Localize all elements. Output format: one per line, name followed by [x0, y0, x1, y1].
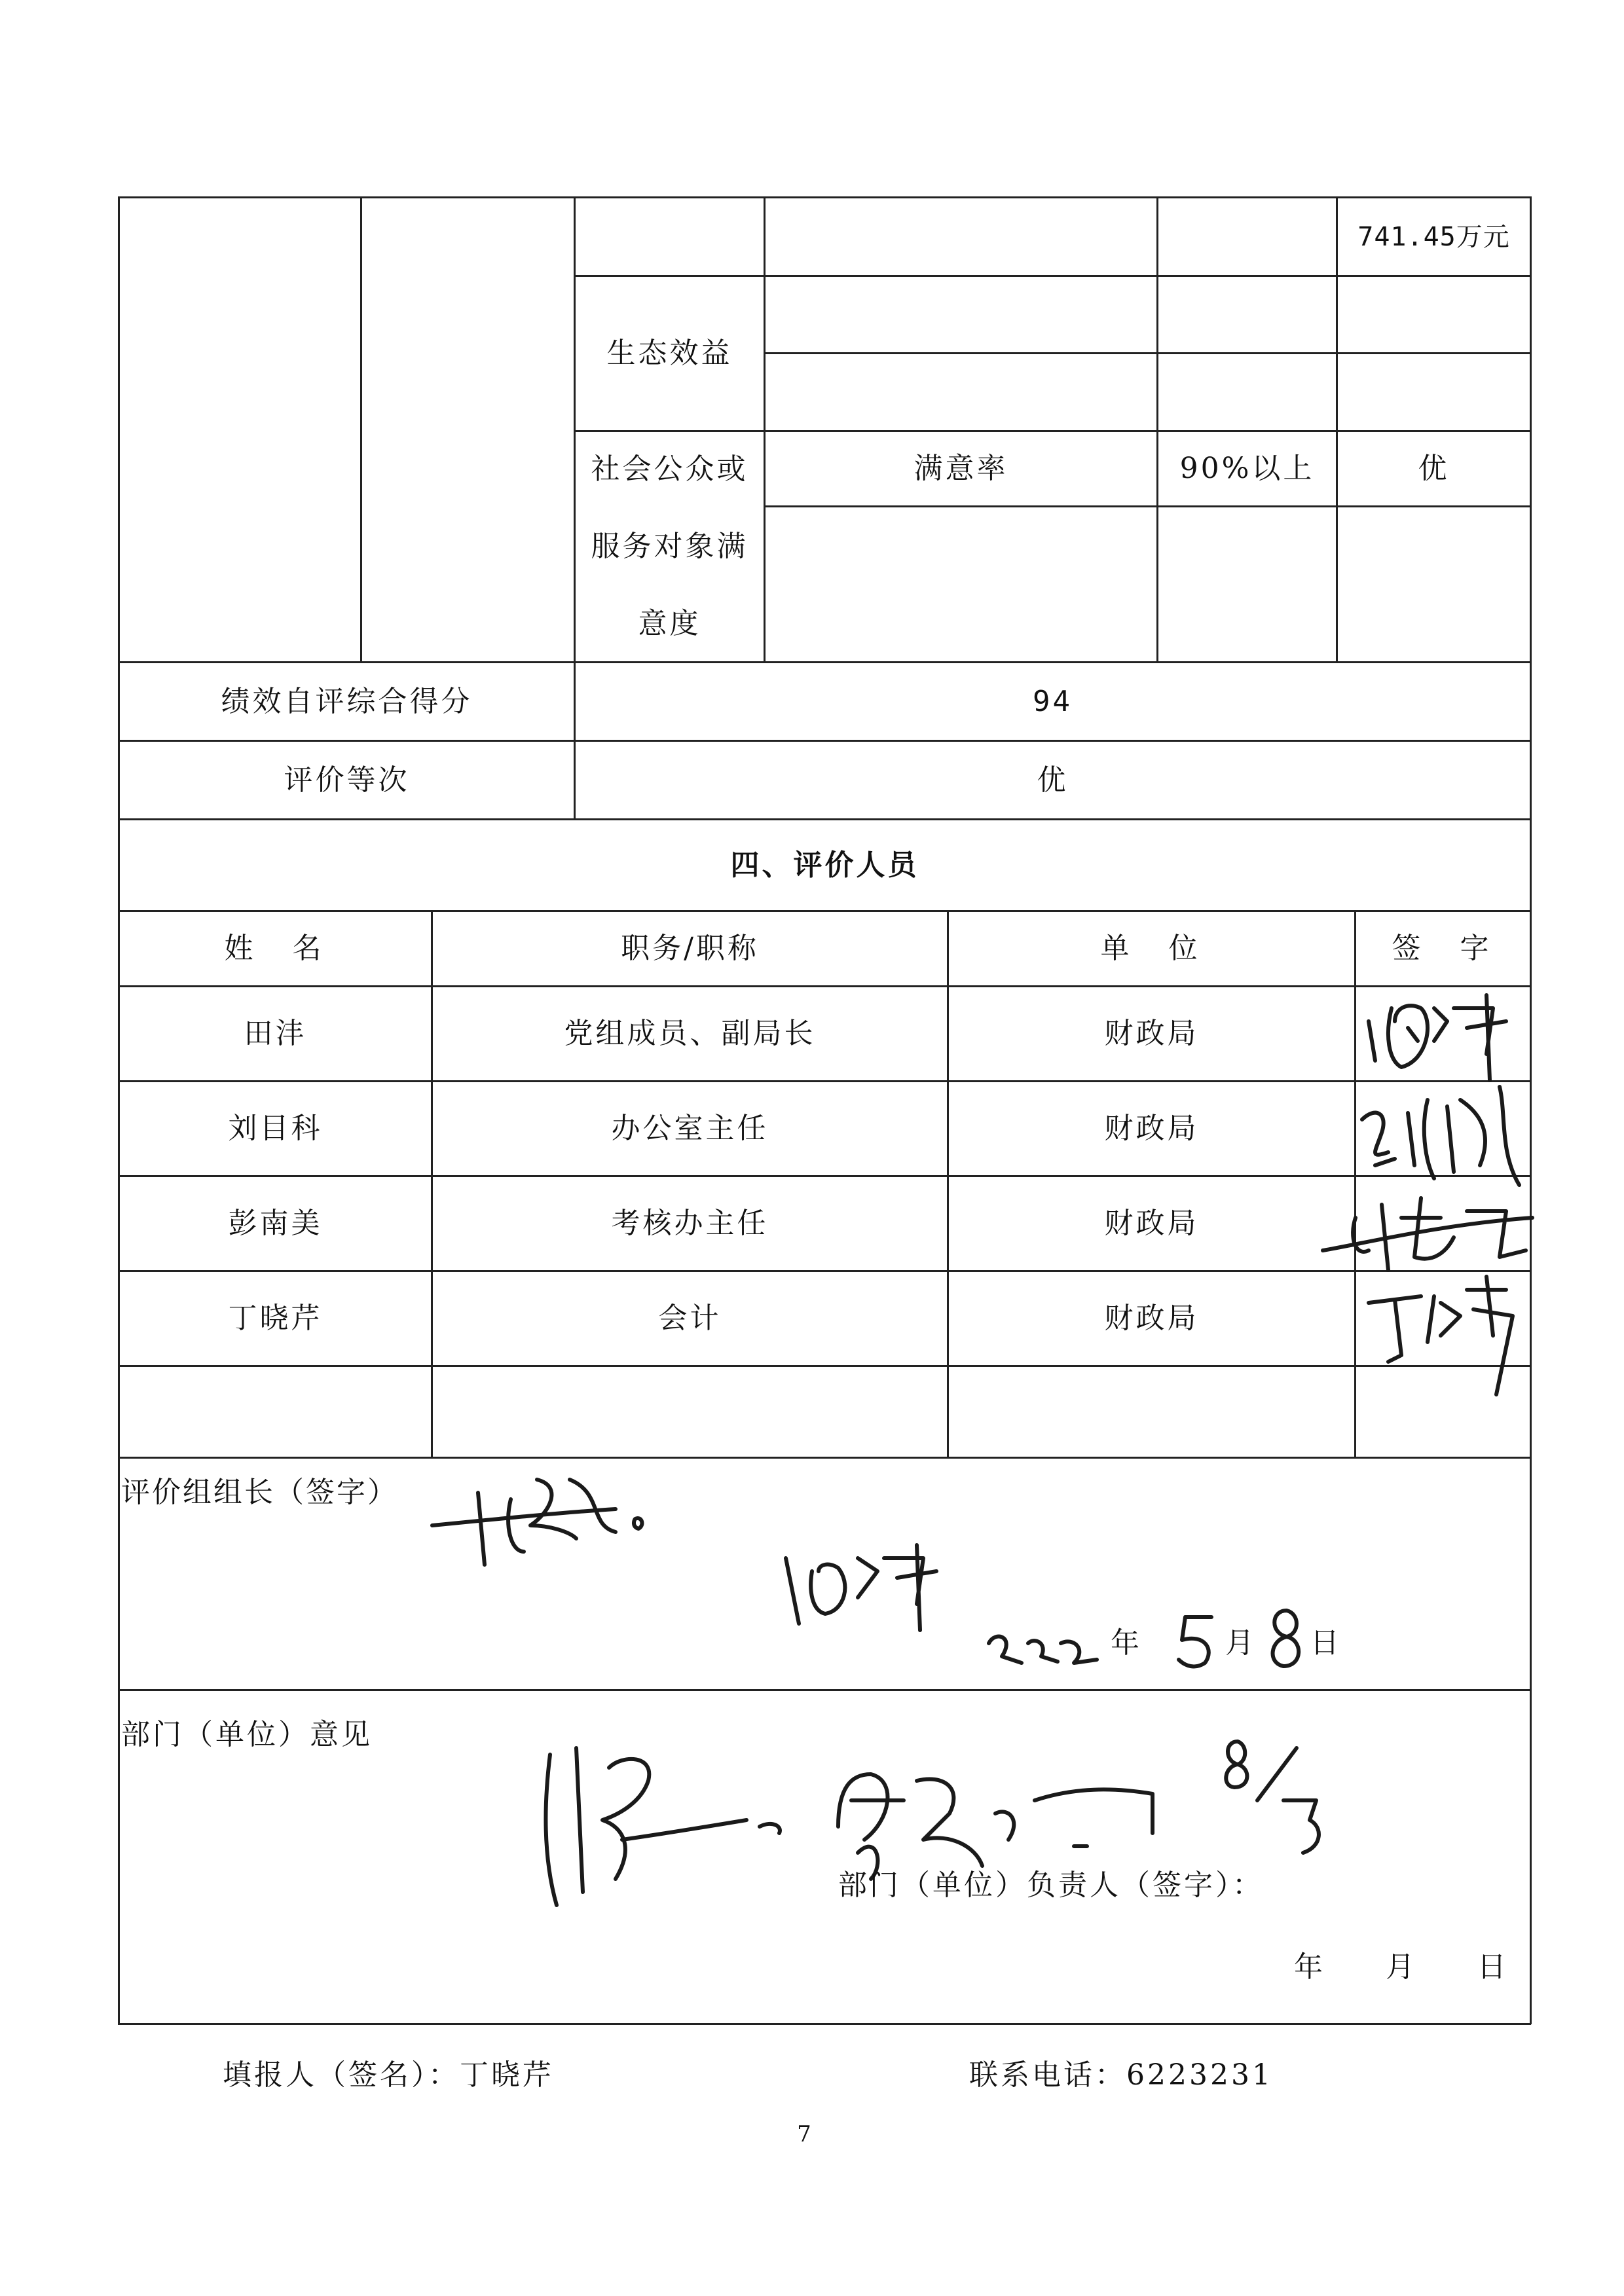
department-day: 日 [1477, 1950, 1509, 1984]
page-number: 7 [797, 2121, 814, 2147]
leader-date-day-suffix: 日 [1310, 1626, 1342, 1660]
grade-value: 优 [1037, 763, 1069, 797]
evaluator-unit: 财政局 [1104, 1112, 1199, 1146]
department-date-handwritten [1211, 1728, 1329, 1859]
header-signature: 签 字 [1392, 932, 1494, 966]
evaluator-name: 彭南美 [228, 1207, 323, 1241]
section-title: 四、评价人员 [730, 848, 919, 882]
evaluator-unit: 财政局 [1104, 1302, 1199, 1336]
evaluator-name: 田沣 [244, 1017, 307, 1051]
leader-signature-2 [773, 1532, 943, 1637]
leader-date-day-handwritten [1257, 1597, 1310, 1676]
leader-date-year-handwritten [976, 1611, 1107, 1683]
evaluator-unit: 财政局 [1104, 1017, 1199, 1051]
evaluator-title: 会计 [658, 1302, 722, 1336]
evaluator-name: 刘目科 [228, 1112, 323, 1146]
header-title: 职务/职称 [621, 932, 759, 966]
evaluator-name: 丁晓芹 [228, 1302, 323, 1336]
department-year: 年 [1294, 1950, 1325, 1984]
evaluator-unit: 财政局 [1104, 1207, 1199, 1241]
filler-line: 填报人（签名）：丁晓芹 [223, 2058, 554, 2092]
leader-label: 评价组组长（签字） [121, 1476, 398, 1510]
satisfaction-label-line-2: 服务对象满 [591, 530, 748, 563]
header-unit: 单 位 [1100, 932, 1203, 966]
satisfaction-label-line-1: 社会公众或 [591, 452, 748, 486]
satisfaction-result: 优 [1418, 452, 1450, 486]
satisfaction-metric: 满意率 [913, 452, 1008, 486]
grade-label: 评价等次 [284, 763, 410, 797]
leader-signature [419, 1453, 720, 1584]
satisfaction-label-line-3: 意度 [638, 607, 701, 640]
evaluator-title: 党组成员、副局长 [564, 1017, 816, 1051]
ecological-benefit-label: 生态效益 [606, 337, 733, 371]
signature-row-1 [1356, 982, 1526, 1087]
amount-cell: 741.45万元 [1357, 221, 1510, 252]
phone-line: 联系电话：6223231 [969, 2058, 1273, 2092]
department-responsible-label: 部门（单位）负责人（签字）： [838, 1868, 1264, 1903]
signature-row-4 [1356, 1264, 1526, 1421]
department-label: 部门（单位）意见 [121, 1718, 373, 1752]
satisfaction-label [576, 432, 764, 661]
evaluator-title: 考核办主任 [611, 1207, 769, 1241]
leader-date-year-suffix: 年 [1111, 1626, 1142, 1660]
leader-date-month-handwritten [1166, 1604, 1225, 1676]
header-name: 姓 名 [224, 932, 327, 966]
evaluator-title: 办公室主任 [611, 1112, 769, 1146]
leader-date-month-suffix: 月 [1225, 1626, 1257, 1660]
score-label: 绩效自评综合得分 [221, 684, 473, 718]
score-value: 94 [1033, 684, 1073, 718]
satisfaction-target: 90%以上 [1179, 452, 1315, 486]
department-month: 月 [1386, 1950, 1417, 1984]
